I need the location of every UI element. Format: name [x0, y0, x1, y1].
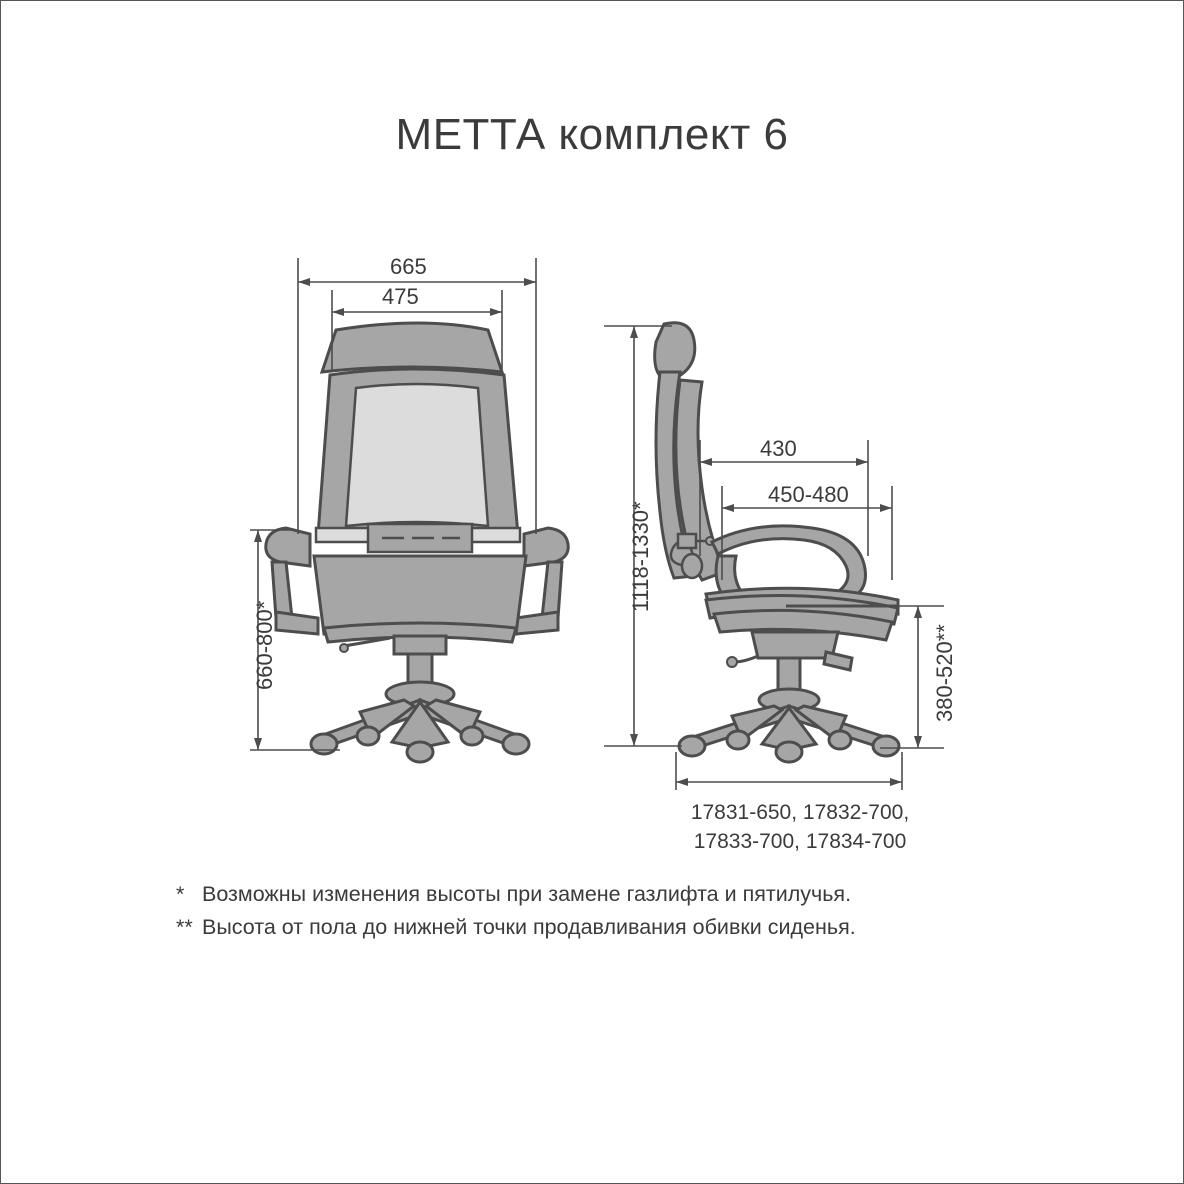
dim-side-seat-depth: 430 — [760, 436, 797, 461]
dim-side-back-width: 450-480 — [768, 482, 849, 507]
model-codes — [610, 798, 990, 856]
footnotes — [176, 878, 1036, 944]
dim-front-armrest-height: 660-800* — [252, 600, 277, 690]
side-view-chair — [655, 323, 899, 762]
model-codes-line-2: 17833-700, 17834-700 — [693, 830, 907, 853]
footnote-1-text: Возможны изменения высоты при замене газлифта и пятилучья. — [202, 882, 852, 906]
page-title: МЕТТА комплект 6 — [395, 110, 789, 159]
footnote-2-text: Высота от пола до нижней точки продавливания обивки сиденья. — [202, 915, 856, 939]
dim-front-total-width: 665 — [390, 254, 427, 279]
footnote-1 — [176, 878, 1036, 911]
footnote-1-mark: * — [176, 882, 185, 906]
footnote-2-mark: ** — [176, 915, 193, 939]
dim-side-total-height: 1118-1330* — [628, 501, 653, 612]
footnote-2 — [176, 911, 1036, 944]
dim-side-seat-height: 380-520** — [932, 624, 957, 722]
front-view-chair — [266, 323, 568, 762]
model-codes-line-1: 17831-650, 17832-700, — [690, 801, 910, 824]
dim-front-seat-width: 475 — [382, 284, 419, 309]
